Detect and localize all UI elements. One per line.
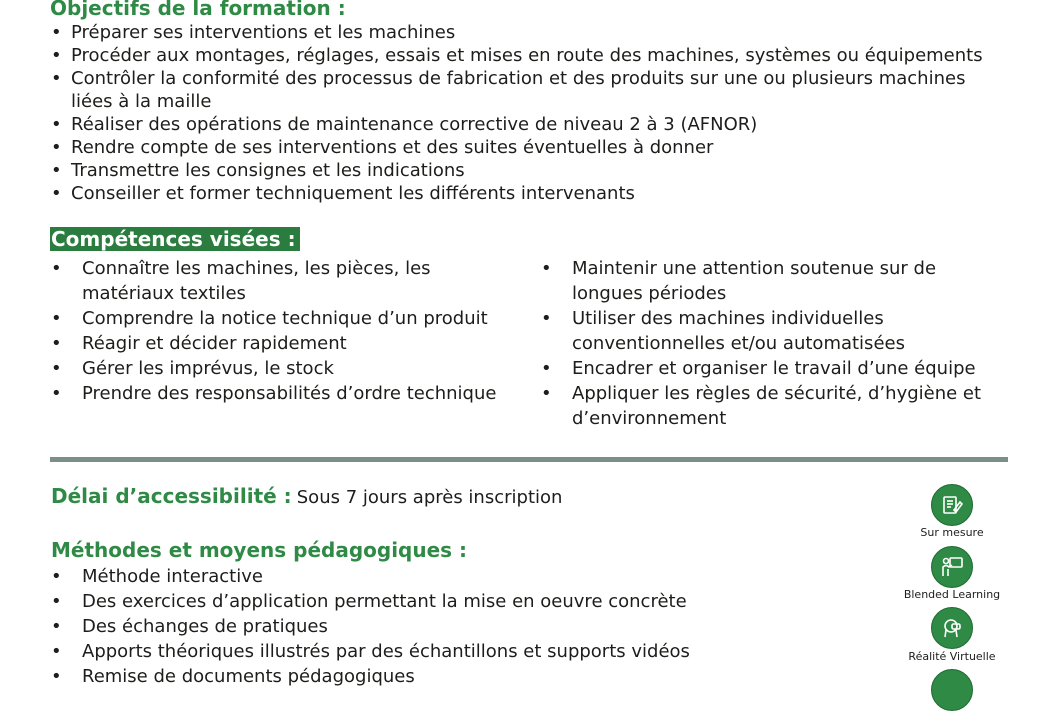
- list-item: • Conseiller et former techniquement les différents intervenants: [71, 182, 983, 205]
- list-item: • Appliquer les règles de sécurité, d’hygiène et d’environnement: [572, 381, 981, 431]
- list-item: • Transmettre les consignes et les indications: [71, 159, 983, 182]
- list-item: • Procéder aux montages, réglages, essais et mises en route des machines, systèmes ou équipements: [71, 44, 983, 67]
- list-item-continuation: liées à la maille: [71, 91, 212, 112]
- list-item: • Réagir et décider rapidement: [82, 331, 496, 356]
- list-item: • Méthode interactive: [82, 564, 690, 589]
- vr-headset-icon: [931, 607, 973, 649]
- list-item: • Contrôler la conformité des processus de fabrication et des produits sur une ou plusieurs machines: [71, 67, 983, 90]
- list-item: • Réaliser des opérations de maintenance corrective de niveau 2 à 3 (AFNOR): [71, 113, 983, 136]
- list-item: • Encadrer et organiser le travail d’une équipe: [572, 356, 981, 381]
- competences-right-list: [572, 256, 981, 431]
- list-item: • Rendre compte de ses interventions et des suites éventuelles à donner: [71, 136, 983, 159]
- objectifs-heading: Objectifs de la formation :: [50, 0, 346, 20]
- competences-heading: Compétences visées :: [50, 227, 300, 251]
- list-item: • Connaître les machines, les pièces, les matériaux textiles: [82, 256, 496, 306]
- next-modalite-icon: [931, 669, 973, 711]
- delai-value: Sous 7 jours après inscription: [296, 487, 563, 508]
- list-item: • Des échanges de pratiques: [82, 614, 690, 639]
- list-item: • Préparer ses interventions et les machines: [71, 21, 983, 44]
- objectifs-list: [71, 21, 983, 205]
- presenter-board-icon: [931, 546, 973, 588]
- list-item: • Utiliser des machines individuelles conventionnelles et/ou automatisées: [572, 306, 981, 356]
- delai-line: [51, 484, 562, 508]
- methodes-list: [82, 564, 690, 689]
- competences-left-list: [82, 256, 496, 406]
- list-item: • Remise de documents pédagogiques: [82, 664, 690, 689]
- methodes-heading: Méthodes et moyens pédagogiques :: [51, 538, 468, 562]
- list-item: • Maintenir une attention soutenue sur de longues périodes: [572, 256, 981, 306]
- modalite-label: Blended Learning: [903, 588, 1001, 601]
- delai-label: Délai d’accessibilité :: [51, 484, 292, 508]
- list-item: • Apports théoriques illustrés par des échantillons et supports vidéos: [82, 639, 690, 664]
- list-item: • Comprendre la notice technique d’un produit: [82, 306, 496, 331]
- modalite-label: Sur mesure: [920, 526, 984, 539]
- list-item: • Gérer les imprévus, le stock: [82, 356, 496, 381]
- list-item: • Des exercices d’application permettant la mise en oeuvre concrète: [82, 589, 690, 614]
- list-item: • Prendre des responsabilités d’ordre technique: [82, 381, 496, 406]
- modalite-label: Réalité Virtuelle: [908, 650, 996, 663]
- section-divider: [50, 457, 1008, 462]
- document-pen-icon: [931, 484, 973, 526]
